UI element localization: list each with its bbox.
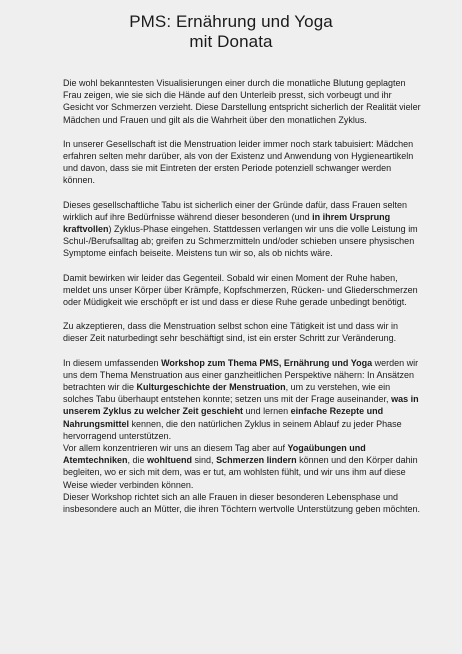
paragraph-accept: Zu akzeptieren, dass die Menstruation selbst schon eine Tätigkeit ist und dass wir in dieser Zeit naturbedingt sehr beschäftigt sind, ist ein erster Schritt zur Veränderung.: [63, 321, 399, 344]
emphasis-text: Workshop zum Thema PMS, Ernährung und Yoga: [161, 357, 373, 368]
paragraph-taboo: In unserer Gesellschaft ist die Menstruation leider immer noch stark tabuisiert: Mädchen erfahren selten mehr darüber, als von der Existenz und Anwendung von Hygieneartikeln und davon, dass sie mit Eintreten der ersten Periode potenziell schwanger werden können.: [63, 138, 414, 186]
text-span: ) Zyklus-Phase eingehen. Stattdessen verlangen wir uns die volle Leistung im Schul-/Berufsalltag ab; greifen zu Schmerzmitteln und/oder schieben unsere physischen Symptome einfach beiseite. Meistens tun wir so, als ob nichts wäre.: [63, 224, 418, 259]
text-span: und lernen: [243, 406, 291, 417]
text-span: Vor allem konzentrieren wir uns an diesem Tag aber auf: [63, 443, 288, 454]
emphasis-text: Yogaübungen und Atemtechniken: [63, 443, 366, 466]
emphasis-text: Kulturgeschichte der Menstruation: [136, 382, 286, 393]
paragraph-intro: Die wohl bekanntesten Visualisierungen einer durch die monatliche Blutung geplagten Frau zeigen, wie sie sich die Hände auf den Unterleib presst, sich vorbeugt und ihr Gesicht vor Schmerzen verzieht. Diese Darstellung entspricht sicherlich der Realität vieler Mädchen und Frauen und gilt als die Wahrheit über den monatlichen Zyklus.: [63, 78, 421, 125]
page-title: [40, 12, 422, 52]
emphasis-text: wohltuend: [147, 455, 193, 466]
emphasis-text: in ihrem Ursprung kraftvollen: [63, 211, 391, 235]
emphasis-text: was in unserem Zyklus zu welcher Zeit geschieht: [63, 394, 419, 417]
paragraph-yoga: [63, 442, 422, 491]
title-line-2: mit Donata: [189, 32, 273, 51]
paragraph-opposite: Damit bewirken wir leider das Gegenteil. Sobald wir einen Moment der Ruhe haben, meldet uns unser Körper über Krämpfe, Kopfschmerzen, Rücken- und Gliederschmerzen oder Müdigkeit wie erschöpft er ist und dass er diese Ruhe gerade unbedingt benötigt.: [63, 272, 418, 308]
title-line-1: PMS: Ernährung und Yoga: [129, 12, 333, 31]
text-span: , um zu verstehen, wie ein solches Tabu überhaupt entstehen konnte; setzen uns mit der Frage auseinander,: [63, 382, 392, 405]
text-span: werden wir uns dem Thema Menstruation aus einer ganzheitlichen Perspektive nähern: In Ansätzen betrachten wir die: [63, 357, 419, 393]
paragraph-needs: [63, 199, 422, 260]
emphasis-text: einfache Rezepte und Nahrungsmittel: [63, 406, 384, 429]
paragraph-workshop: [63, 357, 422, 442]
text-span: , die: [127, 455, 148, 466]
document-body: [63, 77, 422, 515]
text-span: Dieses gesellschaftliche Tabu ist sicherlich einer der Gründe dafür, dass Frauen selten wirklich auf ihre Bedürfnisse während dieser besonderen (und: [63, 199, 408, 222]
text-span: sind,: [192, 455, 217, 466]
text-span: können und den Körper dahin begleiten, wo er sich mit dem, was er tut, am wohlsten fühlt, und wir uns ihm auf diese Weise wieder verbinden können.: [63, 455, 418, 490]
text-span: In diesem umfassenden: [63, 357, 162, 368]
text-span: kennen, die den natürlichen Zyklus in seinem Ablauf zu jeder Phase hervorragend unterstützen.: [63, 418, 402, 441]
emphasis-text: Schmerzen lindern: [216, 455, 297, 466]
paragraph-audience: Dieser Workshop richtet sich an alle Frauen in dieser besonderen Lebensphase und insbesondere auch an Mütter, die ihren Töchtern wertvolle Unterstützung geben möchten.: [63, 491, 421, 515]
